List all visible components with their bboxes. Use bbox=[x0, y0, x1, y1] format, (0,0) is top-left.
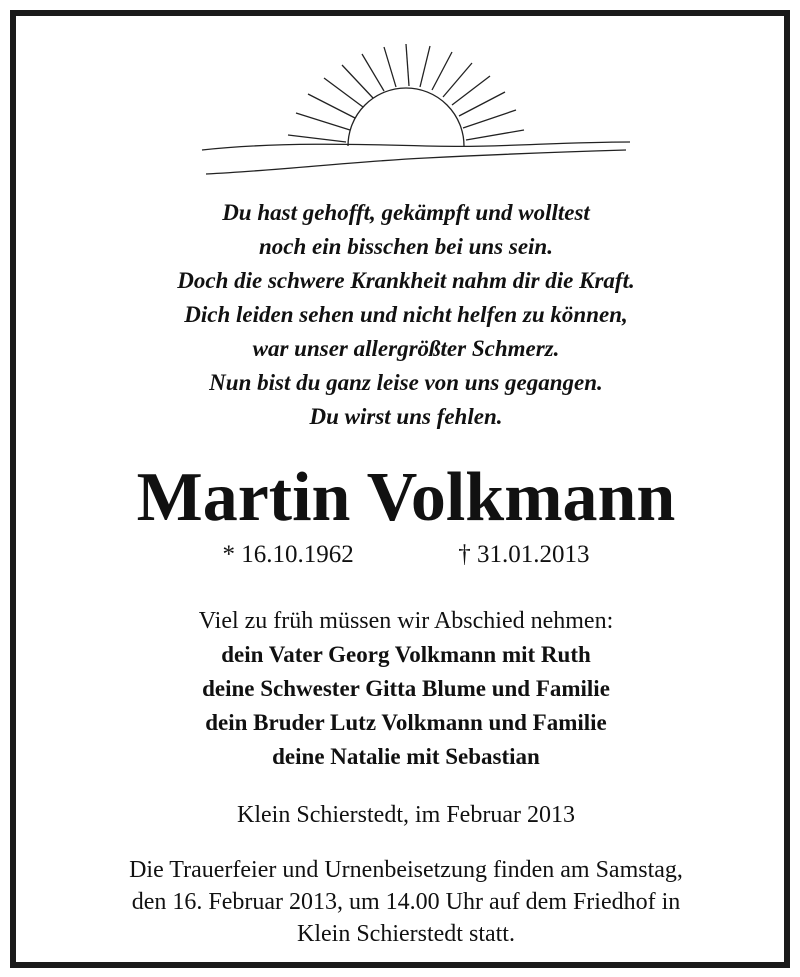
obituary-content bbox=[16, 16, 796, 974]
poem-line: Nun bist du ganz leise von uns gegangen. bbox=[209, 370, 603, 395]
life-dates bbox=[16, 538, 796, 572]
poem-line: Du hast gehofft, gekämpft und wolltest bbox=[222, 200, 590, 225]
poem bbox=[16, 196, 796, 434]
poem-line: Doch die schwere Krankheit nahm dir die Kraft. bbox=[177, 268, 635, 293]
mourners-intro: Viel zu früh müssen wir Abschied nehmen: bbox=[198, 608, 614, 634]
poem-line: Du wirst uns fehlen. bbox=[309, 404, 503, 429]
place-date: Klein Schierstedt, im Februar 2013 bbox=[237, 802, 575, 828]
mourners bbox=[16, 604, 796, 774]
funeral-line: den 16. Februar 2013, um 14.00 Uhr auf dem Friedhof in bbox=[131, 889, 681, 915]
mourner-line: dein Vater Georg Volkmann mit Ruth bbox=[221, 642, 591, 667]
poem-line: war unser allergrößter Schmerz. bbox=[252, 336, 560, 361]
mourner-line: dein Bruder Lutz Volkmann und Familie bbox=[205, 710, 607, 735]
funeral-line: Die Trauerfeier und Urnenbeisetzung finden am Samstag, bbox=[129, 857, 683, 883]
poem-line: noch ein bisschen bei uns sein. bbox=[259, 234, 553, 259]
funeral-notice bbox=[16, 854, 796, 950]
birth-date: * 16.10.1962 bbox=[222, 541, 354, 568]
poem-line: Dich leiden sehen und nicht helfen zu können, bbox=[184, 302, 628, 327]
death-date: † 31.01.2013 bbox=[458, 541, 590, 568]
obituary-frame bbox=[10, 10, 790, 968]
funeral-line: Klein Schierstedt statt. bbox=[297, 921, 515, 947]
deceased-name: Martin Volkmann bbox=[136, 459, 676, 536]
mourner-line: deine Natalie mit Sebastian bbox=[272, 744, 540, 769]
sunset-icon bbox=[196, 38, 636, 188]
mourner-line: deine Schwester Gitta Blume und Familie bbox=[202, 676, 610, 701]
